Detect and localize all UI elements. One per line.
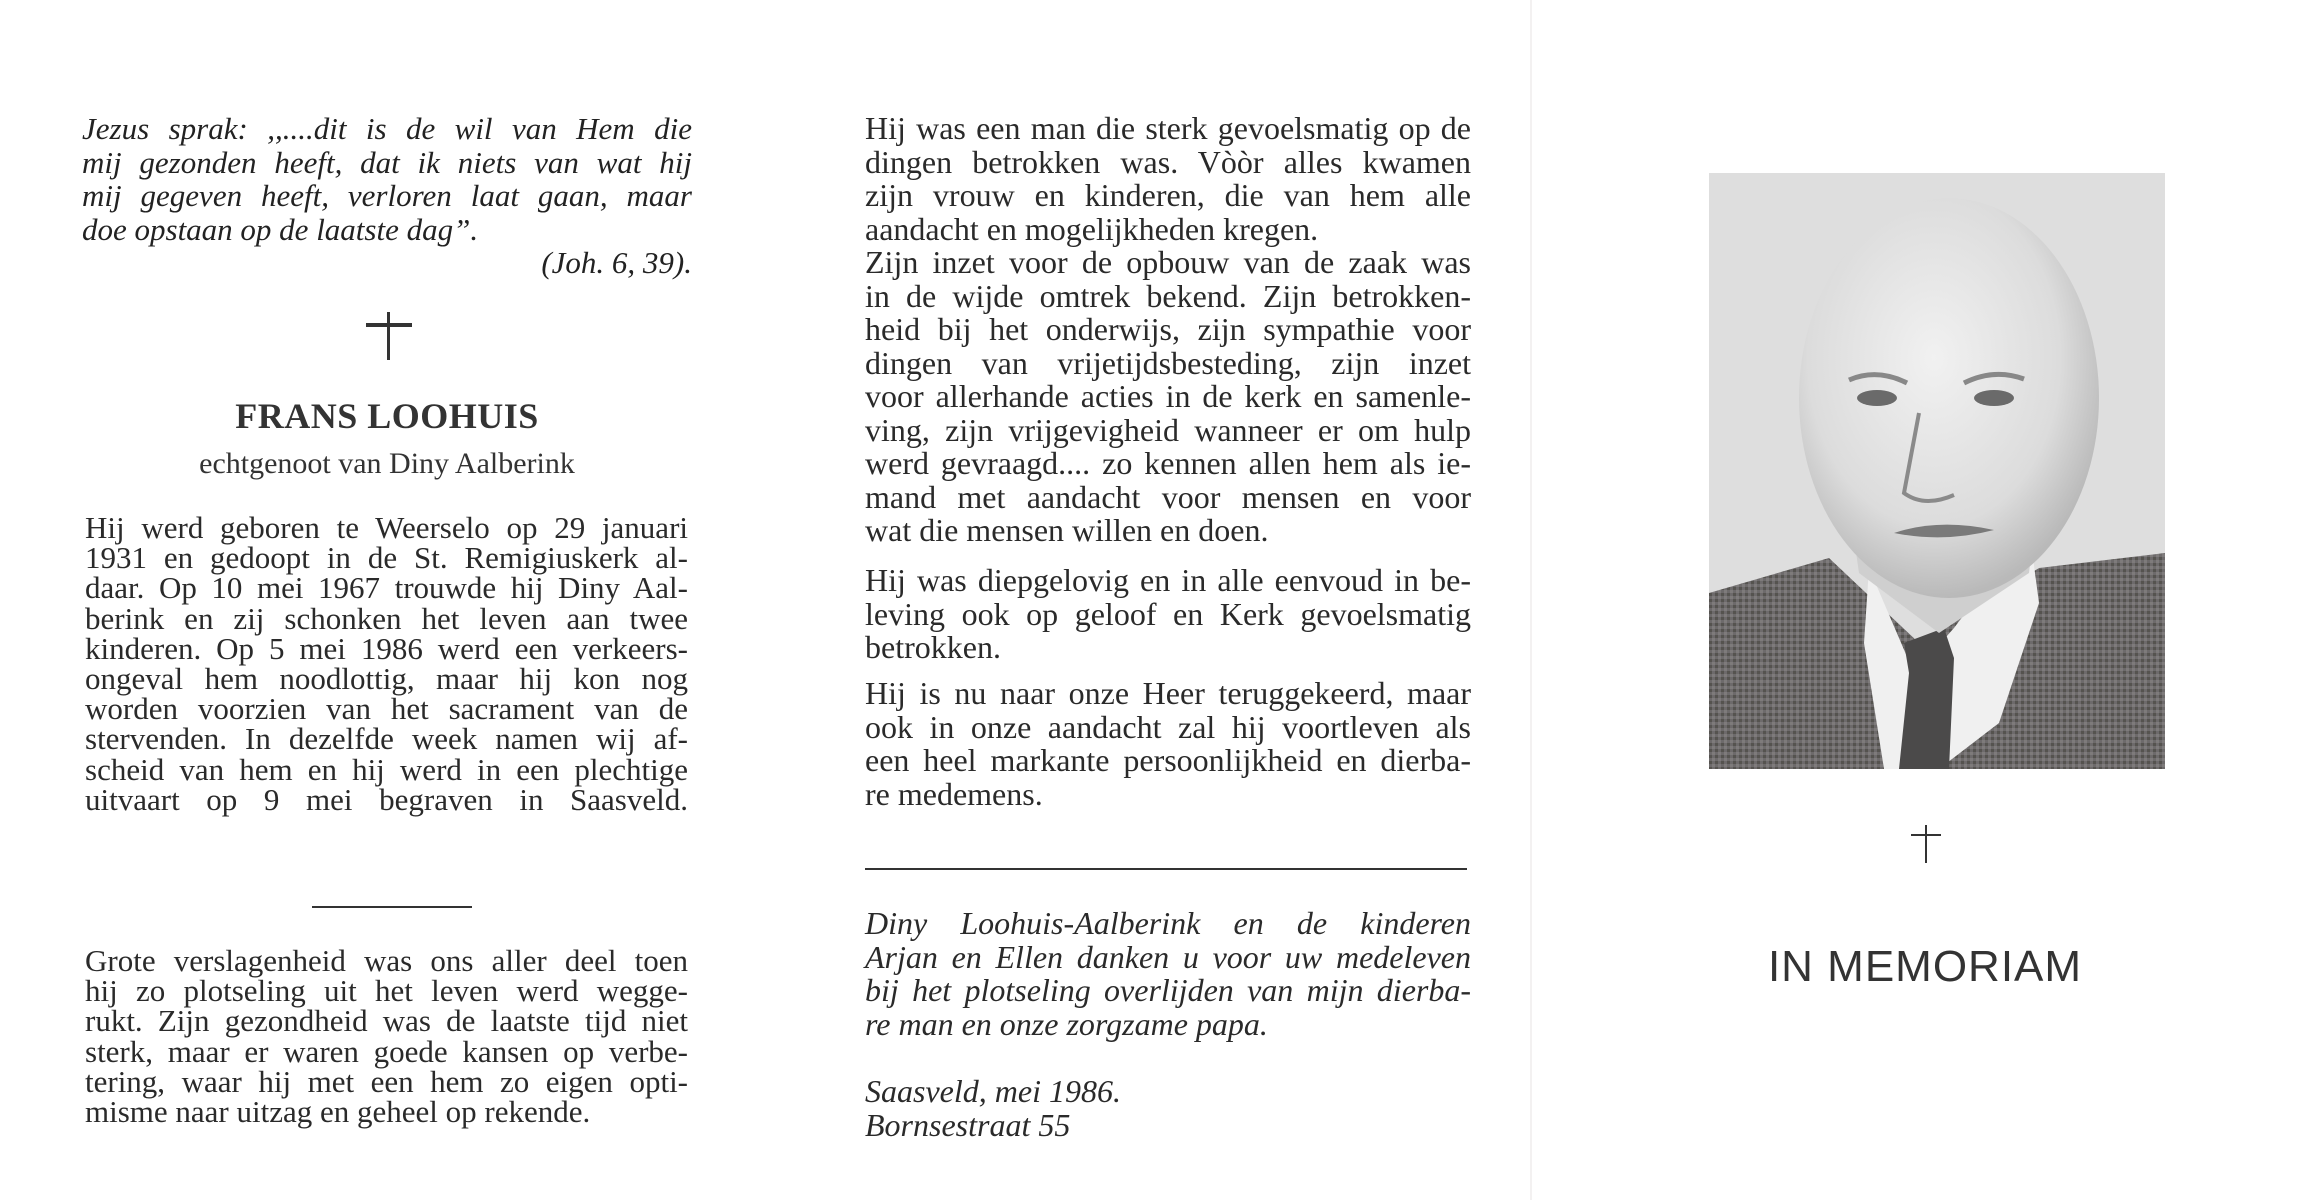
signature-block (865, 1075, 1471, 1142)
quote-line: mij gegeven heeft, verloren laat gaan, maar (82, 178, 692, 213)
quote-line: doe opstaan op de laatste dag”. (82, 211, 479, 247)
text-line: tering, waar hij met een hem zo eigen opti- (85, 1063, 688, 1099)
closing-paragraph (865, 677, 1471, 811)
text-line: Diny Loohuis-Aalberink en de kinderen (865, 905, 1471, 941)
text-line: Hij werd geboren te Weerselo op 29 januari (85, 510, 688, 545)
divider-rule (312, 906, 472, 908)
address: Bornsestraat 55 (865, 1106, 1071, 1143)
text-line: betrokken. (865, 629, 1001, 665)
portrait-photo (1709, 173, 2165, 769)
text-line: 1931 en gedoopt in de St. Remigiuskerk al- (85, 540, 688, 576)
text-line: re medemens. (865, 775, 1043, 812)
text-line: Hij was een man die sterk gevoelsmatig op de (865, 110, 1471, 146)
deceased-name: FRANS LOOHUIS (235, 396, 539, 436)
text-line: mand met aandacht voor mensen en voor (865, 478, 1471, 515)
place-date: Saasveld, mei 1986. (865, 1073, 1121, 1109)
grief-paragraph (85, 943, 688, 1129)
text-line: misme naar uitzag en geheel op rekende. (85, 1093, 591, 1129)
quote-reference: (Joh. 6, 39). (541, 245, 692, 280)
text-line: berink en zij schonken het leven aan twee (85, 600, 688, 636)
text-line: stervenden. In dezelfde week namen wij af- (85, 721, 688, 757)
text-line: Arjan en Ellen danken u voor uw medeleven (865, 938, 1471, 975)
bible-quote (82, 112, 692, 280)
biography-paragraph (85, 510, 688, 817)
text-line: een heel markante persoonlijkheid en dierba- (865, 742, 1471, 778)
quote-line: Jezus sprak: ,,....dit is de wil van Hem die (82, 111, 692, 146)
cross-icon (366, 312, 412, 360)
text-line: dingen betrokken was. Vòòr alles kwamen (865, 143, 1471, 180)
in-memoriam-title: IN MEMORIAM (1767, 942, 2083, 991)
spouse-subtitle: echtgenoot van Diny Aalberink (199, 447, 575, 480)
text-line: scheid van hem en hij werd in een plechtige (85, 751, 688, 787)
thanks-paragraph (865, 907, 1471, 1041)
faith-paragraph (865, 564, 1471, 665)
text-line: voor allerhande acties in de kerk en samenle- (865, 378, 1471, 414)
text-line: zijn vrouw en kinderen, die van hem alle (865, 177, 1471, 213)
text-line: daar. Op 10 mei 1967 trouwde hij Diny Aal- (85, 570, 688, 606)
text-line: Hij was diepgelovig en in alle eenvoud in be- (865, 562, 1471, 598)
text-line: dingen van vrijetijdsbesteding, zijn inzet (865, 344, 1471, 381)
text-line: re man en onze zorgzame papa. (865, 1005, 1268, 1042)
text-line: hij zo plotseling uit het leven werd wegge- (85, 973, 688, 1009)
text-line: in de wijde omtrek bekend. Zijn betrokken- (865, 277, 1471, 314)
cross-icon (1911, 825, 1941, 863)
text-line: leving ook op geloof en Kerk gevoelsmatig (865, 595, 1471, 632)
text-line: bij het plotseling overlijden van mijn dierba- (865, 972, 1471, 1008)
text-line: rukt. Zijn gezondheid was de laatste tijd niet (85, 1003, 688, 1039)
text-line: Zijn inzet voor de opbouw van de zaak was (865, 244, 1471, 280)
text-line: aandacht en mogelijkheden kregen. (865, 210, 1319, 247)
text-line: ook in onze aandacht zal hij voortleven als (865, 708, 1471, 745)
text-line: uitvaart op 9 mei begraven in Saasveld. (85, 781, 688, 817)
text-line: Grote verslagenheid was ons aller deel toen (85, 943, 688, 978)
text-line: wat die mensen willen en doen. (865, 512, 1269, 548)
text-line: Hij is nu naar onze Heer teruggekeerd, maar (865, 675, 1471, 711)
text-line: sterk, maar er waren goede kansen op verbe- (85, 1033, 688, 1069)
divider-rule (865, 868, 1467, 870)
text-line: ongeval hem noodlottig, maar hij kon nog (85, 660, 688, 696)
text-line: ving, zijn vrijgevigheid wanneer er om hulp (865, 411, 1471, 448)
text-line: kinderen. Op 5 mei 1986 werd een verkeers- (85, 630, 688, 666)
text-line: heid bij het onderwijs, zijn sympathie voor (865, 311, 1471, 347)
quote-line: mij gezonden heeft, dat ik niets van wat hij (82, 144, 692, 180)
text-line: worden voorzien van het sacrament van de (85, 691, 688, 727)
text-line: werd gevraagd.... zo kennen allen hem als ie- (865, 445, 1471, 481)
card-fold-line (1530, 0, 1532, 1200)
character-paragraph (865, 112, 1471, 548)
